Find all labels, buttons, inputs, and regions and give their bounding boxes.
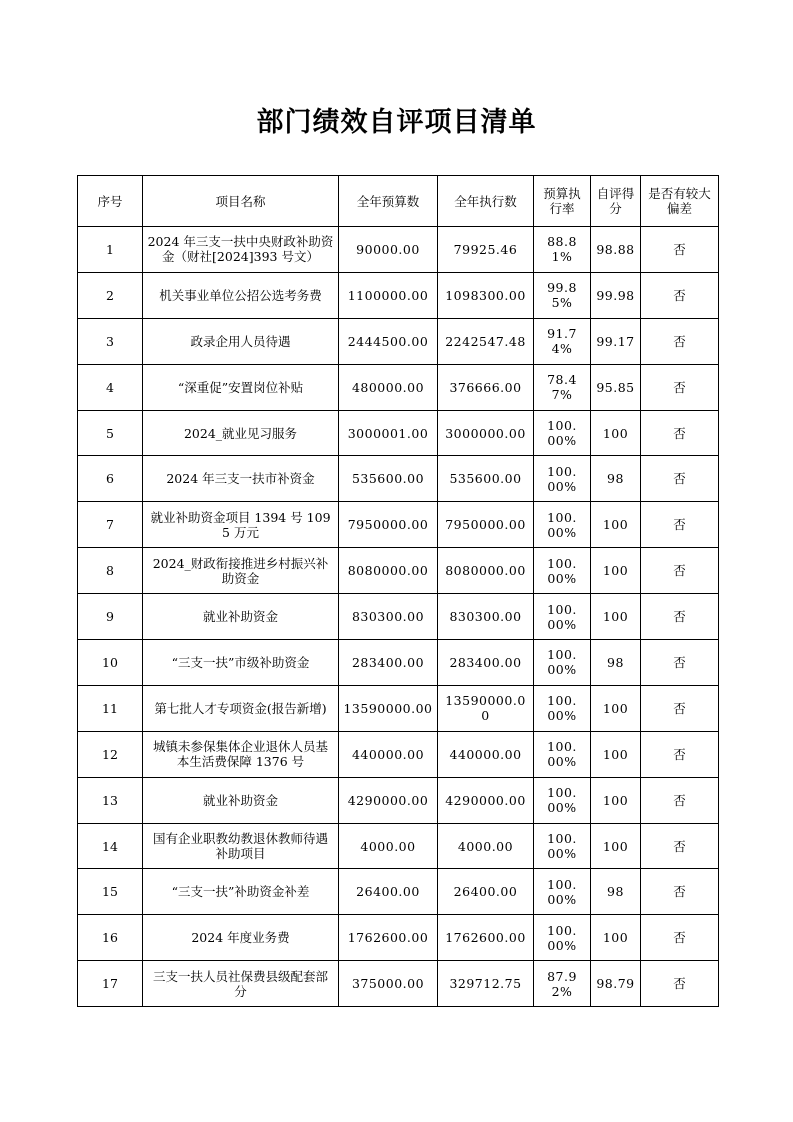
- cell-executed: 329712.75: [438, 961, 534, 1007]
- table-row: [78, 410, 719, 456]
- cell-executed: 1762600.00: [438, 915, 534, 961]
- cell-no: 16: [78, 915, 143, 961]
- cell-no: 12: [78, 731, 143, 777]
- cell-no: 1: [78, 227, 143, 273]
- cell-executed: 283400.00: [438, 640, 534, 686]
- cell-no: 17: [78, 961, 143, 1007]
- cell-no: 9: [78, 594, 143, 640]
- cell-deviation: 否: [641, 915, 719, 961]
- header-deviation: 是否有较大偏差: [641, 176, 719, 227]
- cell-rate: [534, 731, 591, 777]
- cell-no: 3: [78, 318, 143, 364]
- cell-name: 第七批人才专项资金(报告新增): [143, 685, 339, 731]
- rate-value: 100.00%: [547, 922, 577, 953]
- cell-name: “三支一扶”补助资金补差: [143, 869, 339, 915]
- cell-score: 100: [591, 502, 641, 548]
- cell-name: “三支一扶”市级补助资金: [143, 640, 339, 686]
- project-table: [77, 175, 719, 1007]
- cell-rate: [534, 777, 591, 823]
- cell-budget: 375000.00: [339, 961, 438, 1007]
- table-row: [78, 227, 719, 273]
- cell-score: 100: [591, 915, 641, 961]
- table-row: [78, 823, 719, 869]
- cell-name: 2024 年三支一扶市补资金: [143, 456, 339, 502]
- cell-executed: 13590000.00: [438, 685, 534, 731]
- cell-no: 2: [78, 272, 143, 318]
- rate-value: 100.00%: [547, 647, 577, 678]
- cell-deviation: 否: [641, 456, 719, 502]
- cell-executed: 3000000.00: [438, 410, 534, 456]
- cell-name: 2024_财政衔接推进乡村振兴补助资金: [143, 548, 339, 594]
- cell-no: 5: [78, 410, 143, 456]
- cell-executed: 2242547.48: [438, 318, 534, 364]
- cell-deviation: 否: [641, 364, 719, 410]
- cell-budget: 8080000.00: [339, 548, 438, 594]
- cell-rate: [534, 548, 591, 594]
- cell-rate: [534, 640, 591, 686]
- cell-score: 100: [591, 685, 641, 731]
- cell-no: 7: [78, 502, 143, 548]
- cell-rate: [534, 915, 591, 961]
- table-row: [78, 456, 719, 502]
- cell-executed: 4290000.00: [438, 777, 534, 823]
- cell-rate: [534, 869, 591, 915]
- table-row: [78, 961, 719, 1007]
- cell-budget: 2444500.00: [339, 318, 438, 364]
- cell-budget: 3000001.00: [339, 410, 438, 456]
- cell-score: 100: [591, 410, 641, 456]
- cell-executed: 1098300.00: [438, 272, 534, 318]
- page-title: 部门绩效自评项目清单: [256, 107, 537, 138]
- rate-value: 100.00%: [547, 831, 577, 862]
- cell-score: 95.85: [591, 364, 641, 410]
- rate-value: 100.00%: [547, 463, 577, 494]
- cell-rate: [534, 410, 591, 456]
- header-budget: 全年预算数: [339, 176, 438, 227]
- cell-executed: 4000.00: [438, 823, 534, 869]
- cell-budget: 480000.00: [339, 364, 438, 410]
- cell-rate: 78.47%: [534, 364, 591, 410]
- cell-rate: [534, 685, 591, 731]
- header-no: 序号: [78, 176, 143, 227]
- cell-name: 2024 年三支一扶中央财政补助资金（财社[2024]393 号文）: [143, 227, 339, 273]
- header-name: 项目名称: [143, 176, 339, 227]
- cell-score: 100: [591, 823, 641, 869]
- cell-no: 11: [78, 685, 143, 731]
- cell-rate: 91.74%: [534, 318, 591, 364]
- cell-rate: [534, 502, 591, 548]
- rate-value: 100.00%: [547, 601, 577, 632]
- cell-executed: 830300.00: [438, 594, 534, 640]
- rate-value: 100.00%: [547, 555, 577, 586]
- header-score: 自评得分: [591, 176, 641, 227]
- cell-budget: 1100000.00: [339, 272, 438, 318]
- cell-deviation: 否: [641, 272, 719, 318]
- cell-no: 8: [78, 548, 143, 594]
- cell-score: 100: [591, 594, 641, 640]
- cell-executed: 440000.00: [438, 731, 534, 777]
- table-row: [78, 640, 719, 686]
- table-header-row: [78, 176, 719, 227]
- cell-score: 98: [591, 869, 641, 915]
- cell-budget: 4000.00: [339, 823, 438, 869]
- cell-deviation: 否: [641, 594, 719, 640]
- cell-rate: 88.81%: [534, 227, 591, 273]
- cell-score: 99.17: [591, 318, 641, 364]
- cell-name: 机关事业单位公招公选考务费: [143, 272, 339, 318]
- cell-budget: 13590000.00: [339, 685, 438, 731]
- cell-name: 三支一扶人员社保费县级配套部分: [143, 961, 339, 1007]
- table-row: [78, 869, 719, 915]
- cell-deviation: 否: [641, 502, 719, 548]
- cell-score: 100: [591, 731, 641, 777]
- cell-deviation: 否: [641, 731, 719, 777]
- cell-rate: [534, 456, 591, 502]
- cell-executed: 535600.00: [438, 456, 534, 502]
- cell-name: 国有企业职教幼教退休教师待遇补助项目: [143, 823, 339, 869]
- table-row: [78, 548, 719, 594]
- rate-value: 100.00%: [547, 876, 577, 907]
- cell-no: 6: [78, 456, 143, 502]
- cell-deviation: 否: [641, 227, 719, 273]
- cell-deviation: 否: [641, 961, 719, 1007]
- cell-budget: 440000.00: [339, 731, 438, 777]
- cell-score: 98.79: [591, 961, 641, 1007]
- cell-score: 98: [591, 456, 641, 502]
- cell-name: 2024 年度业务费: [143, 915, 339, 961]
- cell-deviation: 否: [641, 318, 719, 364]
- cell-name: 就业补助资金项目 1394 号 1095 万元: [143, 502, 339, 548]
- cell-no: 4: [78, 364, 143, 410]
- rate-value: 100.00%: [547, 509, 577, 540]
- cell-score: 100: [591, 548, 641, 594]
- cell-rate: [534, 823, 591, 869]
- table-row: [78, 777, 719, 823]
- cell-budget: 1762600.00: [339, 915, 438, 961]
- cell-name: 城镇未参保集体企业退休人员基本生活费保障 1376 号: [143, 731, 339, 777]
- header-executed: 全年执行数: [438, 176, 534, 227]
- cell-name: 就业补助资金: [143, 777, 339, 823]
- table-row: [78, 915, 719, 961]
- cell-budget: 283400.00: [339, 640, 438, 686]
- cell-no: 10: [78, 640, 143, 686]
- cell-executed: 7950000.00: [438, 502, 534, 548]
- cell-score: 98: [591, 640, 641, 686]
- cell-deviation: 否: [641, 685, 719, 731]
- cell-name: 政录企用人员待遇: [143, 318, 339, 364]
- cell-budget: 90000.00: [339, 227, 438, 273]
- cell-score: 100: [591, 777, 641, 823]
- cell-deviation: 否: [641, 410, 719, 456]
- cell-deviation: 否: [641, 823, 719, 869]
- table-row: [78, 318, 719, 364]
- cell-name: 就业补助资金: [143, 594, 339, 640]
- rate-value: 100.00%: [547, 418, 577, 448]
- cell-no: 13: [78, 777, 143, 823]
- cell-score: 98.88: [591, 227, 641, 273]
- cell-rate: 87.92%: [534, 961, 591, 1007]
- cell-budget: 4290000.00: [339, 777, 438, 823]
- cell-budget: 26400.00: [339, 869, 438, 915]
- cell-deviation: 否: [641, 869, 719, 915]
- cell-rate: 99.85%: [534, 272, 591, 318]
- table-row: [78, 685, 719, 731]
- cell-executed: 376666.00: [438, 364, 534, 410]
- rate-value: 100.00%: [547, 785, 577, 816]
- cell-executed: 79925.46: [438, 227, 534, 273]
- rate-value: 100.00%: [547, 739, 577, 770]
- cell-budget: 535600.00: [339, 456, 438, 502]
- cell-executed: 26400.00: [438, 869, 534, 915]
- header-rate: 预算执行率: [534, 176, 591, 227]
- rate-value: 100.00%: [547, 693, 577, 724]
- cell-budget: 7950000.00: [339, 502, 438, 548]
- table-row: [78, 502, 719, 548]
- table-row: [78, 594, 719, 640]
- cell-deviation: 否: [641, 777, 719, 823]
- cell-name: 2024_就业见习服务: [143, 410, 339, 456]
- table-row: [78, 364, 719, 410]
- cell-rate: [534, 594, 591, 640]
- cell-budget: 830300.00: [339, 594, 438, 640]
- cell-score: 99.98: [591, 272, 641, 318]
- table-row: [78, 731, 719, 777]
- table-row: [78, 272, 719, 318]
- cell-deviation: 否: [641, 548, 719, 594]
- cell-deviation: 否: [641, 640, 719, 686]
- cell-executed: 8080000.00: [438, 548, 534, 594]
- cell-no: 15: [78, 869, 143, 915]
- cell-no: 14: [78, 823, 143, 869]
- cell-name: “深重促”安置岗位补贴: [143, 364, 339, 410]
